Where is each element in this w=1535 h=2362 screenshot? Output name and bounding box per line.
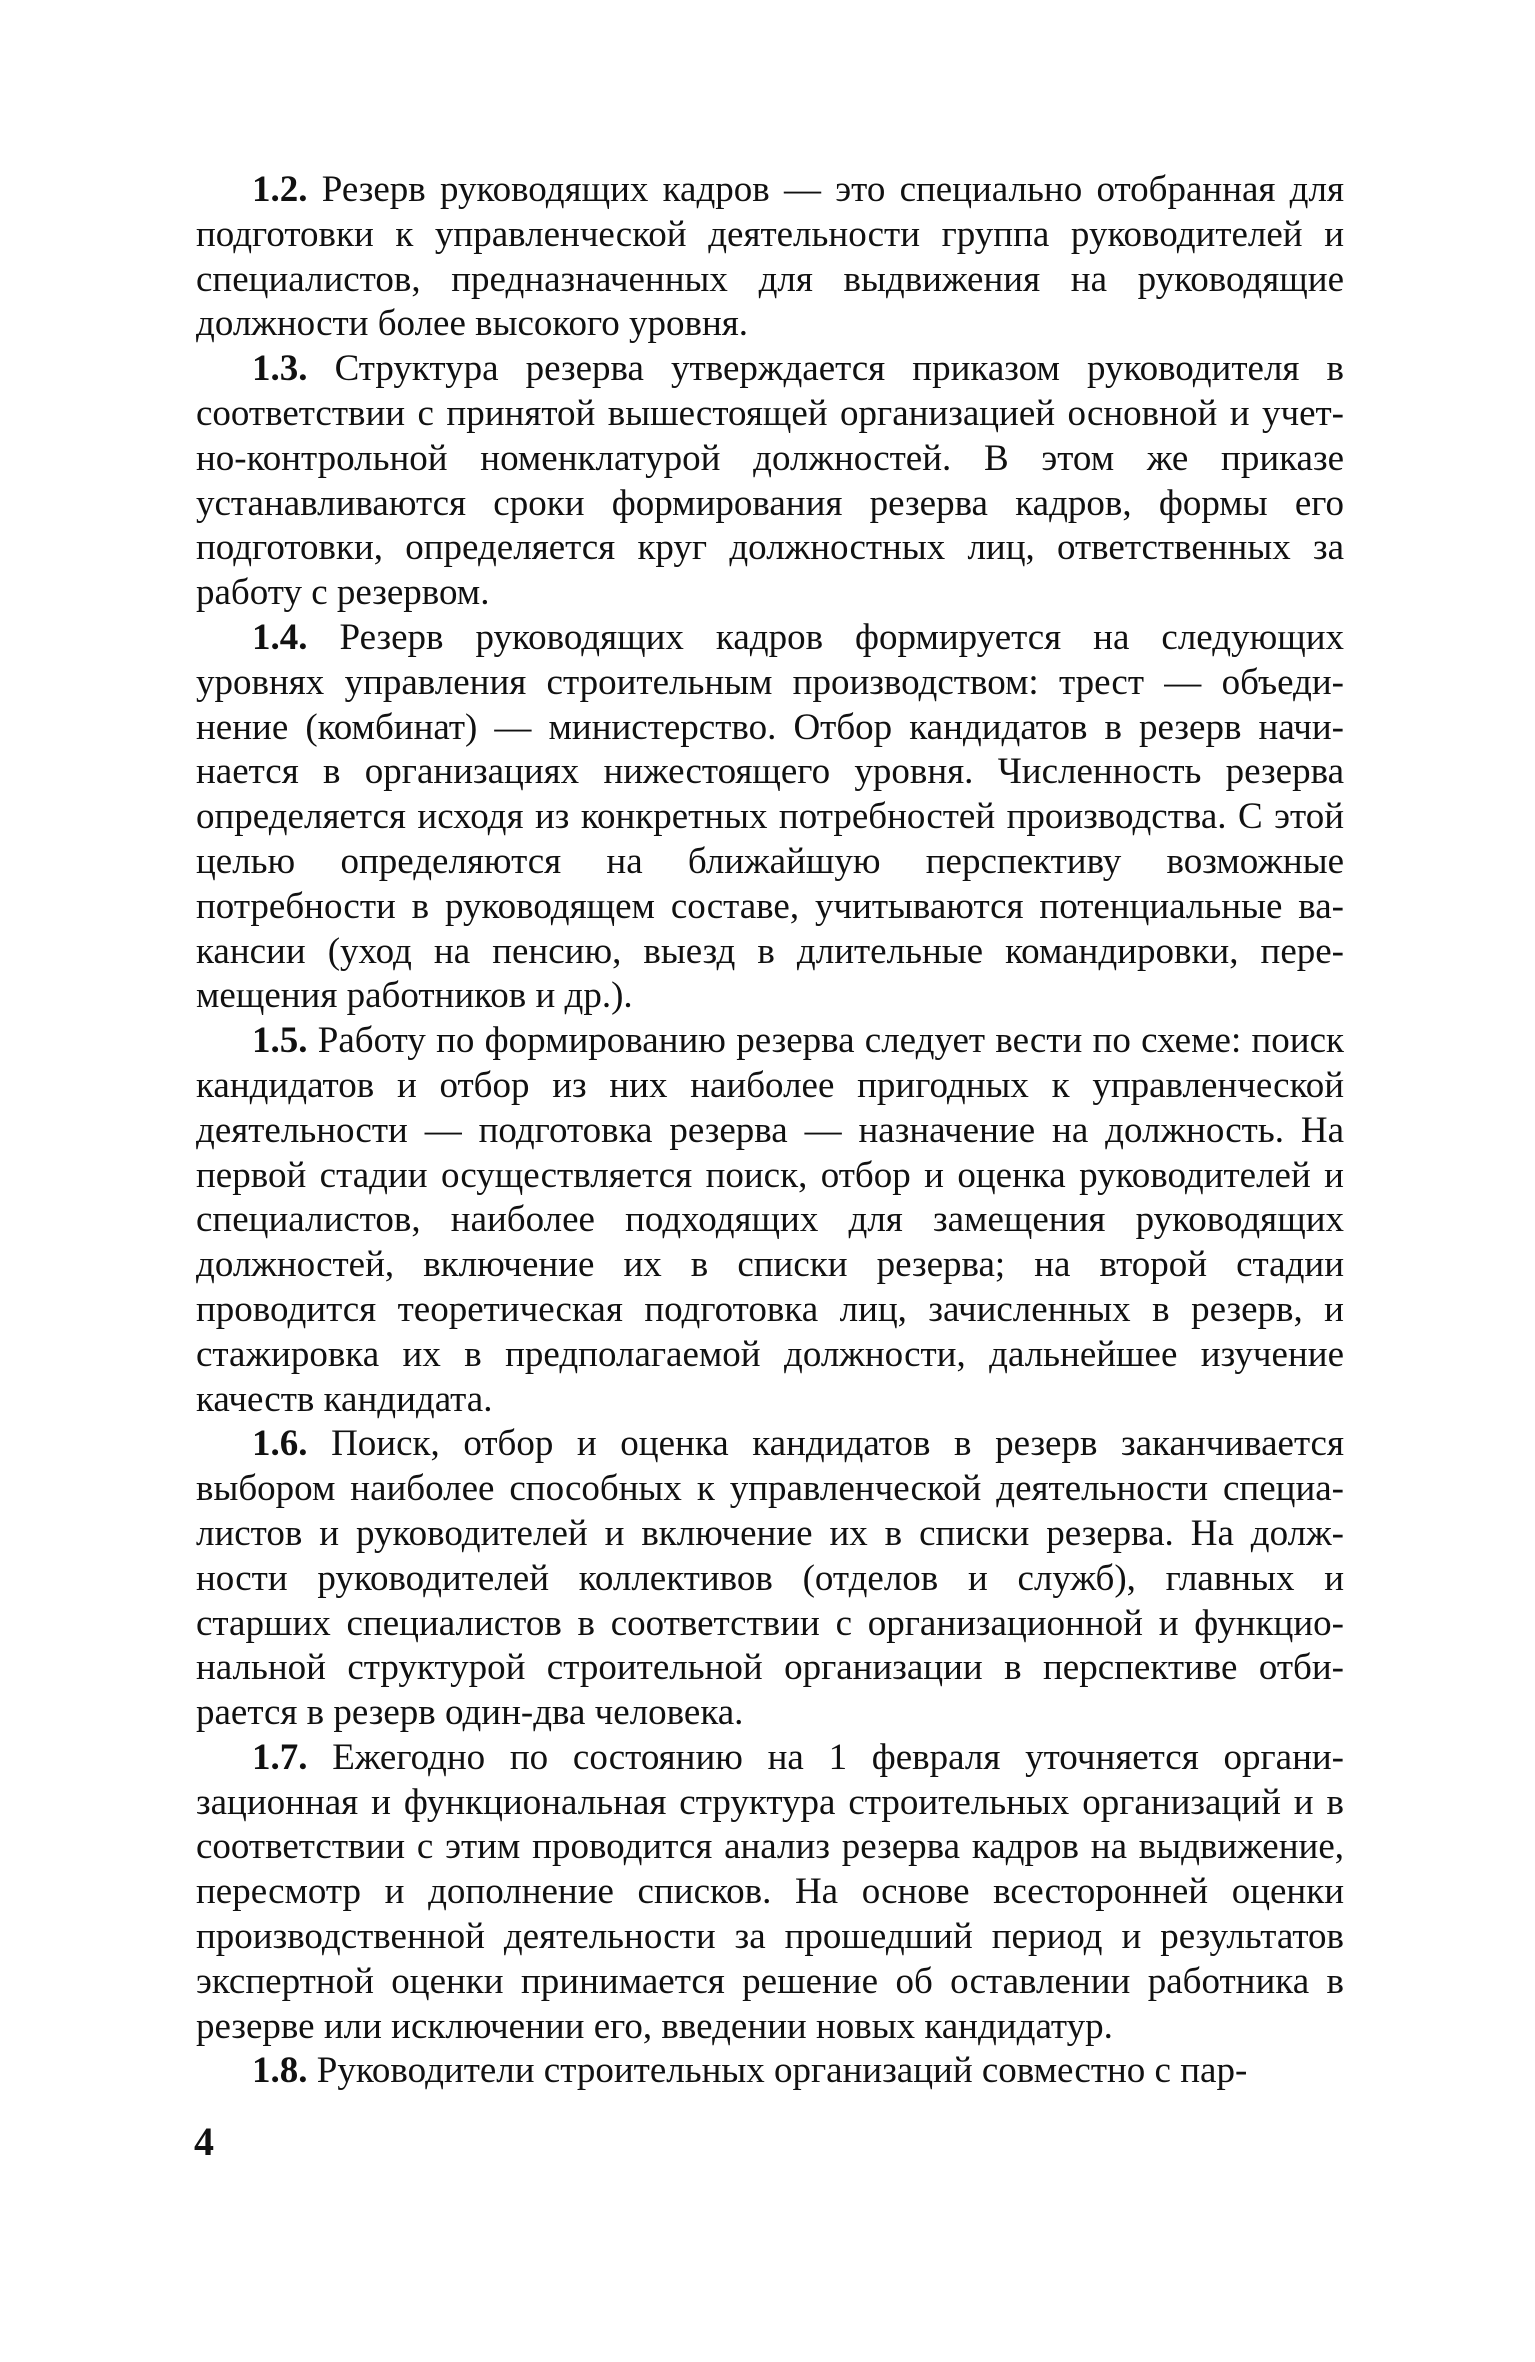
document-page <box>196 168 1344 2094</box>
paragraph-1-4 <box>196 616 1344 1019</box>
paragraph-number: 1.3. <box>252 348 308 390</box>
paragraph-text: Руководители строительных организаций совместно с пар- <box>316 2050 1248 2092</box>
paragraph-text: Структура резерва утверждается приказом руководителя в соответствии с принятой вышестоящей организацией основной и учетно-контрольной номенклатурой должностей. В этом же приказе устанавливаются сроки формирования резерва кадров, формы его подготовки, определяется круг должностных лиц, ответственных за работу с резервом. <box>196 348 1344 614</box>
paragraph-text: Работу по формированию резерва следует вести по схеме: поиск кандидатов и отбор из них наиболее пригодных к управленческой деятельности — подготовка резерва — назначение на должность. На первой стадии осуществляется поиск, отбор и оценка руководителей и специалистов, наиболее подходящих для замещения руководящих должностей, включение их в списки резерва; на второй стадии проводится теоретическая подготовка лиц, зачисленных в резерв, и стажировка их в предполагаемой должности, дальнейшее изучение качеств кандидата. <box>196 1020 1344 1420</box>
paragraph-1-7 <box>196 1736 1344 2050</box>
paragraph-text: Ежегодно по состоянию на 1 февраля уточняется организационная и функциональная структура строительных организаций и в соответствии с этим проводится анализ резерва кадров на выдвижение, пересмотр и дополнение списков. На основе всесторонней оценки производственной деятельности за прошедший период и результатов экспертной оценки принимается решение об оставлении работника в резерве или исключении его, введении новых кандидатур. <box>196 1736 1344 2047</box>
paragraph-text: Поиск, отбор и оценка кандидатов в резерв заканчивается выбором наиболее способных к управленческой деятельности специалистов и руководителей и включение их в списки резерва. На должности руководителей коллективов (отделов и служб), главных и старших специалистов в соответствии с организационной и функциональной структурой строительной организации в перспективе отбирается в резерв один-два человека. <box>196 1423 1344 1734</box>
paragraph-number: 1.2. <box>252 169 308 210</box>
paragraph-text: Резерв руководящих кадров формируется на следующих уровнях управления строительным производством: трест — объединение (комбинат) — министерство. Отбор кандидатов в резерв начинается в организациях нижестоящего уровня. Численность резерва определяется исходя из конкретных потребностей производства. С этой целью определяются на ближайшую перспективу возможные потребности в руководящем составе, учитываются потенциальные вакансии (уход на пенсию, выезд в длительные командировки, перемещения работников и др.). <box>196 616 1344 1017</box>
paragraph-1-6 <box>196 1422 1344 1736</box>
paragraph-1-2 <box>196 168 1344 347</box>
paragraph-number: 1.5. <box>252 1020 308 1062</box>
paragraph-1-5 <box>196 1019 1344 1422</box>
paragraph-number: 1.7. <box>252 1736 308 1778</box>
paragraph-text: Резерв руководящих кадров — это специально отобранная для подготовки к управленческой деятельности группа руководителей и специалистов, предназначенных для выдвижения на руководящие должности более высокого уровня. <box>196 169 1344 345</box>
page-number: 4 <box>194 2119 214 2164</box>
paragraph-number: 1.6. <box>252 1423 308 1465</box>
paragraph-1-3 <box>196 347 1344 616</box>
paragraph-number: 1.8. <box>252 2050 308 2092</box>
paragraph-1-8 <box>196 2049 1344 2094</box>
paragraph-number: 1.4. <box>252 616 308 658</box>
